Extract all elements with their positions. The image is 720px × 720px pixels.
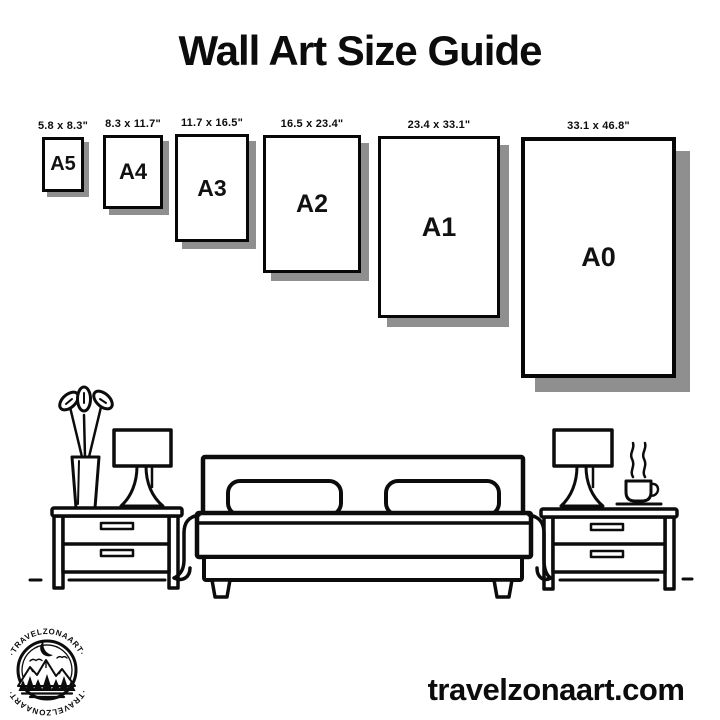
frame-a3-letter: A3 bbox=[197, 174, 227, 201]
website-url: travelzonaart.com bbox=[427, 672, 685, 707]
page-title: Wall Art Size Guide bbox=[178, 27, 542, 74]
brand-text-bottom: ·TRAVELZONAART· bbox=[6, 688, 88, 718]
size-label-a0: 33.1 x 46.8" bbox=[567, 120, 630, 132]
size-label-a4: 8.3 x 11.7" bbox=[105, 118, 161, 130]
frame-a2-letter: A2 bbox=[296, 189, 328, 218]
size-label-a1: 23.4 x 33.1" bbox=[407, 119, 471, 131]
bed-icon bbox=[174, 457, 551, 597]
nightstand-right-icon bbox=[541, 509, 677, 589]
coffee-cup-icon bbox=[617, 443, 661, 504]
frame-a1-letter: A1 bbox=[421, 211, 457, 242]
brand-logo bbox=[6, 627, 88, 717]
table-lamp-left-icon bbox=[114, 430, 171, 506]
size-label-a3: 11.7 x 16.5" bbox=[180, 117, 244, 129]
frame-a0 bbox=[521, 137, 676, 378]
nightstand-left-icon bbox=[52, 508, 182, 588]
frame-a0-letter: A0 bbox=[581, 242, 616, 272]
frame-a5 bbox=[42, 137, 84, 192]
frame-a3 bbox=[175, 134, 249, 242]
potted-plant-icon bbox=[56, 387, 115, 508]
table-lamp-right-icon bbox=[554, 430, 612, 506]
brand-text-top: ·TRAVELZONAART· bbox=[7, 626, 87, 658]
frame-a4 bbox=[103, 135, 163, 209]
frame-a4-letter: A4 bbox=[118, 159, 148, 184]
frame-a1 bbox=[378, 136, 500, 318]
size-label-a2: 16.5 x 23.4" bbox=[280, 118, 344, 130]
frame-a5-letter: A5 bbox=[50, 153, 76, 175]
frame-a2 bbox=[263, 135, 361, 273]
size-label-a5: 5.8 x 8.3" bbox=[37, 120, 89, 132]
